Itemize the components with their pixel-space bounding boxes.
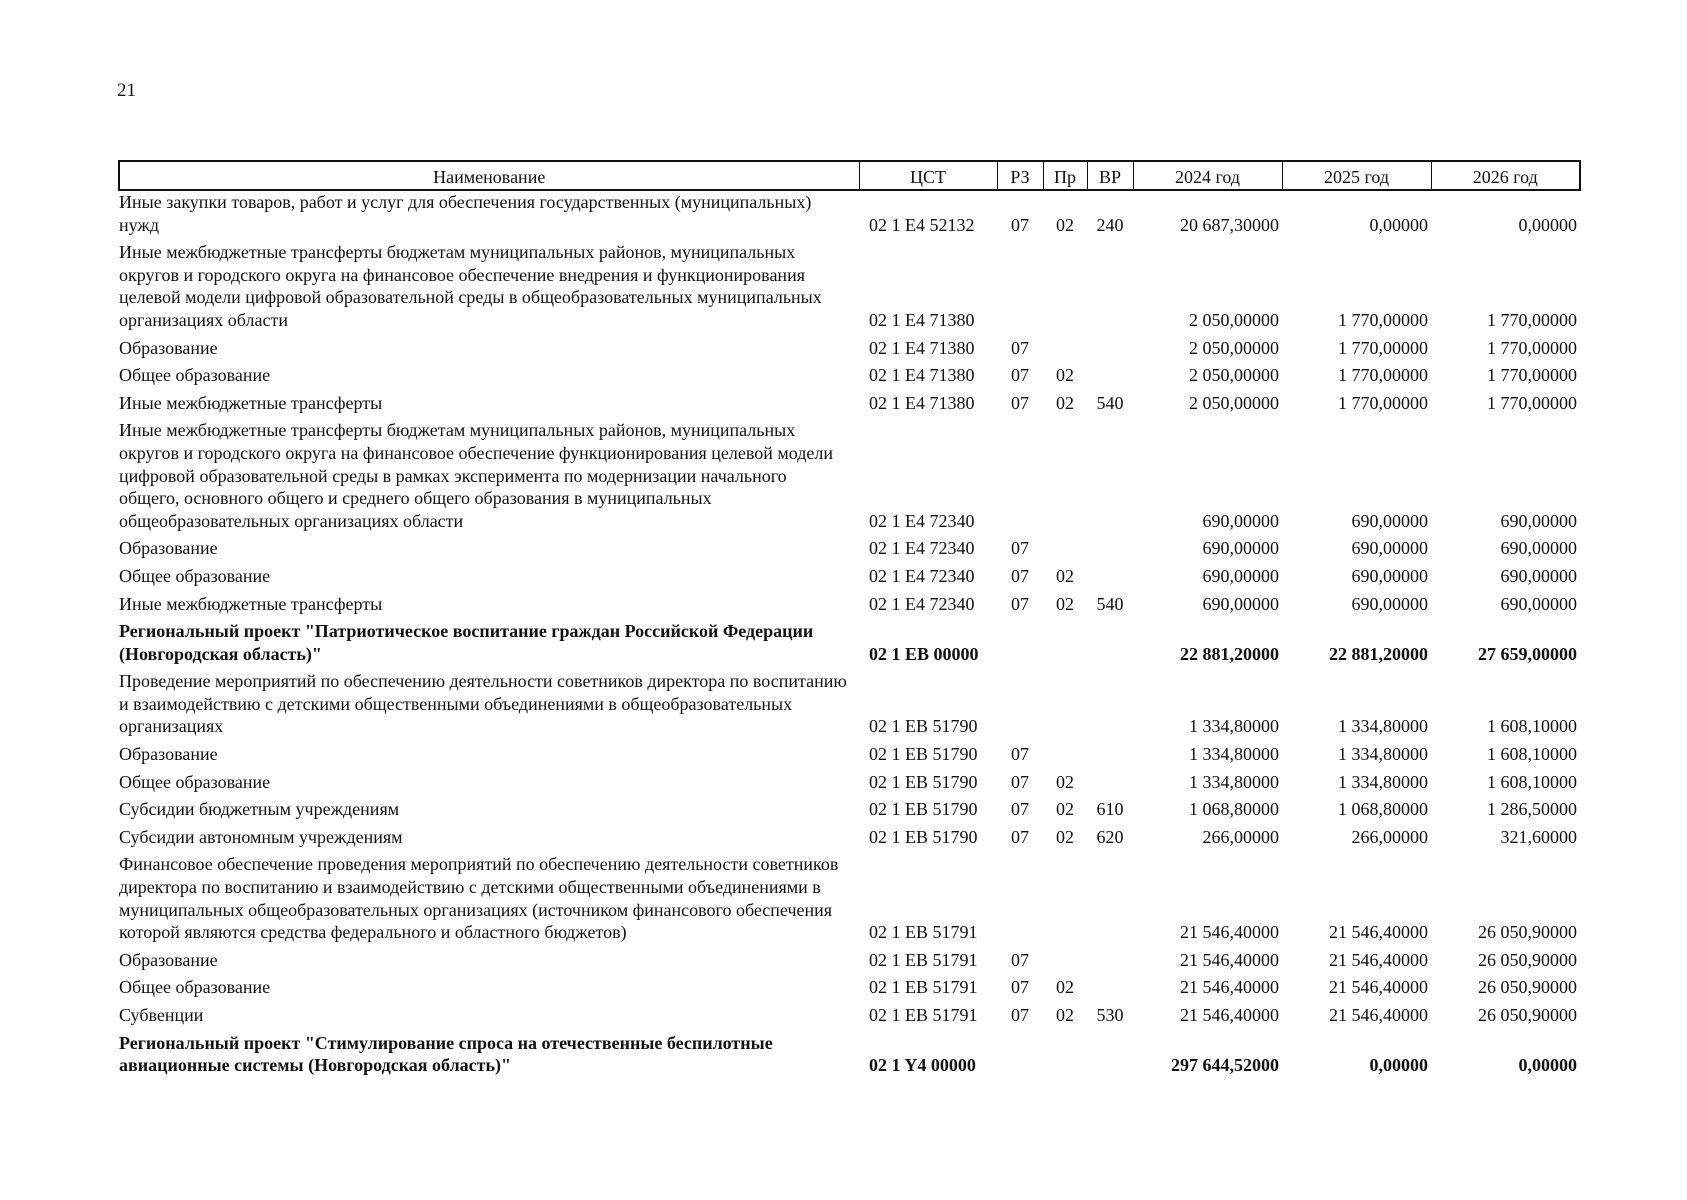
table-row: [119, 853, 1580, 948]
table-row: [119, 826, 1580, 854]
row-cst: 02 1 ЕВ 51790: [869, 826, 978, 847]
row-2024-amount: 1 068,80000: [1189, 799, 1279, 820]
row-2026-amount: 321,60000: [1500, 826, 1577, 847]
row-vr: [1087, 771, 1133, 799]
row-name: Общее образование: [119, 365, 271, 386]
row-pr: 02: [1056, 593, 1074, 614]
row-2026-amount: 1 770,00000: [1487, 365, 1577, 386]
row-rz: [997, 419, 1043, 537]
row-pr: [1043, 337, 1087, 365]
table-row: [119, 392, 1580, 420]
row-2024-amount: 20 687,30000: [1180, 214, 1279, 235]
row-pr: 02: [1056, 1005, 1074, 1025]
row-pr: 02: [1056, 565, 1074, 586]
row-2025-amount: 690,00000: [1351, 538, 1428, 559]
table-row: [119, 593, 1580, 621]
row-cst: 02 1 Y4 00000: [869, 1055, 976, 1076]
row-vr: 540: [1096, 392, 1124, 413]
row-2026-amount: 26 050,90000: [1478, 949, 1577, 970]
row-pr: 02: [1056, 977, 1074, 998]
row-pr: [1043, 670, 1087, 743]
row-vr: [1087, 364, 1133, 392]
row-2024-amount: 21 546,40000: [1180, 922, 1279, 943]
row-vr: [1087, 976, 1133, 1004]
row-pr: [1043, 537, 1087, 565]
row-pr: 02: [1056, 771, 1074, 792]
row-name: Иные закупки товаров, работ и услуг для обеспечения государственных (муниципальных) нужд: [119, 192, 812, 235]
row-name: Общее образование: [119, 565, 271, 586]
row-name: Региональный проект "Стимулирование спроса на отечественные беспилотные авиационные системы (Новгородская область)": [119, 1032, 773, 1076]
table-row: [119, 949, 1580, 977]
header-name: Наименование: [119, 161, 859, 190]
row-2025-amount: 1 770,00000: [1338, 365, 1428, 386]
row-cst: 02 1 Е4 72340: [869, 510, 975, 531]
row-rz: [997, 241, 1043, 336]
table-row: [119, 743, 1580, 771]
table-row: [119, 798, 1580, 826]
row-2024-amount: 690,00000: [1202, 593, 1279, 614]
row-cst: 02 1 Е4 71380: [869, 309, 975, 330]
header-2024: 2024 год: [1133, 161, 1282, 190]
row-vr: [1087, 337, 1133, 365]
row-2025-amount: 266,00000: [1351, 826, 1428, 847]
row-2024-amount: 2 050,00000: [1189, 337, 1279, 358]
budget-table: [118, 160, 1581, 1082]
row-cst: 02 1 ЕВ 51790: [869, 771, 978, 792]
table-row: [119, 419, 1580, 537]
row-2026-amount: 27 659,00000: [1478, 643, 1577, 664]
row-2025-amount: 21 546,40000: [1329, 949, 1428, 970]
row-2024-amount: 297 644,52000: [1171, 1055, 1279, 1076]
row-2025-amount: 1 068,80000: [1338, 799, 1428, 820]
row-vr: 240: [1096, 214, 1124, 235]
row-pr: [1043, 743, 1087, 771]
table-header: [119, 161, 1580, 190]
row-vr: [1087, 1032, 1133, 1082]
table-row: [119, 190, 1580, 241]
row-name: Иные межбюджетные трансферты: [119, 392, 383, 413]
row-pr: 02: [1056, 392, 1074, 413]
page-number: 21: [117, 80, 136, 101]
row-2024-amount: 21 546,40000: [1180, 977, 1279, 998]
row-rz: 07: [1011, 744, 1029, 765]
row-name: Образование: [119, 949, 218, 970]
row-2024-amount: 2 050,00000: [1189, 365, 1279, 386]
row-pr: 02: [1056, 365, 1074, 386]
row-cst: 02 1 ЕВ 51790: [869, 716, 978, 737]
row-name: Образование: [119, 538, 218, 559]
row-2025-amount: 690,00000: [1351, 593, 1428, 614]
row-rz: 07: [1011, 1005, 1029, 1025]
table-row: [119, 1032, 1580, 1082]
row-name: Образование: [119, 744, 218, 765]
row-rz: [997, 620, 1043, 670]
row-rz: 07: [1011, 337, 1029, 358]
row-2024-amount: 1 334,80000: [1189, 771, 1279, 792]
row-rz: 07: [1011, 799, 1029, 820]
row-rz: [997, 1032, 1043, 1082]
row-cst: 02 1 Е4 71380: [869, 365, 975, 386]
header-rz: РЗ: [997, 161, 1043, 190]
row-name: Иные межбюджетные трансферты: [119, 593, 383, 614]
row-2025-amount: 21 546,40000: [1329, 1005, 1428, 1025]
row-2025-amount: 1 334,80000: [1338, 771, 1428, 792]
row-pr: 02: [1056, 826, 1074, 847]
row-2025-amount: 1 770,00000: [1338, 309, 1428, 330]
row-2026-amount: 1 608,10000: [1487, 771, 1577, 792]
row-name: Образование: [119, 337, 218, 358]
header-pr: Пр: [1043, 161, 1087, 190]
row-pr: [1043, 419, 1087, 537]
row-cst: 02 1 Е4 71380: [869, 337, 975, 358]
row-2024-amount: 2 050,00000: [1189, 309, 1279, 330]
row-2024-amount: 690,00000: [1202, 565, 1279, 586]
row-rz: 07: [1011, 538, 1029, 559]
row-vr: 610: [1096, 799, 1124, 820]
row-pr: [1043, 620, 1087, 670]
row-2024-amount: 2 050,00000: [1189, 392, 1279, 413]
header-2026: 2026 год: [1431, 161, 1580, 190]
row-cst: 02 1 Е4 72340: [869, 538, 975, 559]
row-vr: 540: [1096, 593, 1124, 614]
row-rz: 07: [1011, 593, 1029, 614]
row-2025-amount: 0,00000: [1369, 214, 1428, 235]
table-row: [119, 337, 1580, 365]
row-rz: 07: [1011, 365, 1029, 386]
row-2025-amount: 690,00000: [1351, 510, 1428, 531]
row-name: Иные межбюджетные трансферты бюджетам муниципальных районов, муниципальных округов и городского округа на финансовое обеспечение функционирования целевой модели цифровой образовательной среды в рамках эксперимента по модернизации начального общего, основного общего и среднего общего образования в муниципальных общеобразовательных организациях области: [119, 420, 834, 531]
header-cst: ЦСТ: [859, 161, 997, 190]
table-row: [119, 670, 1580, 743]
row-pr: [1043, 853, 1087, 948]
row-2026-amount: 690,00000: [1500, 538, 1577, 559]
row-rz: [997, 670, 1043, 743]
table-body: [119, 190, 1580, 1082]
row-cst: 02 1 ЕВ 51791: [869, 949, 978, 970]
table-row: [119, 241, 1580, 336]
row-2026-amount: 0,00000: [1518, 214, 1577, 235]
row-vr: [1087, 565, 1133, 593]
row-name: Субсидии бюджетным учреждениям: [119, 799, 400, 820]
row-2025-amount: 1 334,80000: [1338, 716, 1428, 737]
table-row: [119, 1004, 1580, 1032]
row-pr: 02: [1056, 799, 1074, 820]
table-row: [119, 537, 1580, 565]
row-name: Финансовое обеспечение проведения мероприятий по обеспечению деятельности советников директора по воспитанию и взаимодействию с детскими общественными объединениями в муниципальных общеобразовательных организациях (источником финансового обеспечения которой являются средства федерального и областного бюджетов): [119, 854, 839, 943]
table-row: [119, 976, 1580, 1004]
row-cst: 02 1 ЕВ 51791: [869, 1005, 978, 1025]
row-pr: [1043, 1032, 1087, 1082]
header-2025: 2025 год: [1282, 161, 1431, 190]
row-2025-amount: 22 881,20000: [1329, 643, 1428, 664]
row-rz: 07: [1011, 565, 1029, 586]
table-row: [119, 771, 1580, 799]
row-2025-amount: 1 770,00000: [1338, 392, 1428, 413]
row-pr: 02: [1056, 214, 1074, 235]
row-name: Субсидии автономным учреждениям: [119, 826, 403, 847]
row-2024-amount: 690,00000: [1202, 510, 1279, 531]
row-2024-amount: 1 334,80000: [1189, 744, 1279, 765]
row-2026-amount: 690,00000: [1500, 565, 1577, 586]
table-row: [119, 364, 1580, 392]
row-cst: 02 1 ЕВ 51791: [869, 977, 978, 998]
row-cst: 02 1 ЕВ 51791: [869, 922, 978, 943]
row-rz: 07: [1011, 214, 1029, 235]
row-name: Региональный проект "Патриотическое воспитание граждан Российской Федерации (Новгородская область)": [119, 621, 814, 664]
row-pr: [1043, 241, 1087, 336]
row-2024-amount: 21 546,40000: [1180, 1005, 1279, 1025]
row-vr: [1087, 620, 1133, 670]
row-2025-amount: 690,00000: [1351, 565, 1428, 586]
row-vr: [1087, 241, 1133, 336]
row-2026-amount: 1 770,00000: [1487, 309, 1577, 330]
row-name: Общее образование: [119, 771, 271, 792]
row-2026-amount: 1 608,10000: [1487, 744, 1577, 765]
row-2026-amount: 1 608,10000: [1487, 716, 1577, 737]
row-vr: [1087, 537, 1133, 565]
row-pr: [1043, 949, 1087, 977]
row-cst: 02 1 Е4 52132: [869, 214, 975, 235]
row-rz: 07: [1011, 949, 1029, 970]
row-2026-amount: 26 050,90000: [1478, 922, 1577, 943]
row-cst: 02 1 ЕВ 51790: [869, 799, 978, 820]
row-vr: [1087, 853, 1133, 948]
row-name: Общее образование: [119, 977, 271, 998]
row-rz: 07: [1011, 977, 1029, 998]
row-vr: 530: [1096, 1005, 1124, 1025]
row-2026-amount: 26 050,90000: [1478, 977, 1577, 998]
row-2025-amount: 1 770,00000: [1338, 337, 1428, 358]
row-2024-amount: 21 546,40000: [1180, 949, 1279, 970]
row-vr: 620: [1096, 826, 1124, 847]
table-row: [119, 565, 1580, 593]
row-2026-amount: 1 770,00000: [1487, 392, 1577, 413]
row-2025-amount: 1 334,80000: [1338, 744, 1428, 765]
row-2026-amount: 1 770,00000: [1487, 337, 1577, 358]
row-rz: [997, 853, 1043, 948]
row-vr: [1087, 670, 1133, 743]
row-2026-amount: 1 286,50000: [1487, 799, 1577, 820]
row-2024-amount: 1 334,80000: [1189, 716, 1279, 737]
header-vr: ВР: [1087, 161, 1133, 190]
row-2026-amount: 0,00000: [1518, 1055, 1577, 1076]
row-2026-amount: 690,00000: [1500, 510, 1577, 531]
row-cst: 02 1 Е4 72340: [869, 565, 975, 586]
row-2025-amount: 21 546,40000: [1329, 922, 1428, 943]
row-2025-amount: 0,00000: [1369, 1055, 1428, 1076]
row-cst: 02 1 Е4 71380: [869, 392, 975, 413]
row-2024-amount: 266,00000: [1202, 826, 1279, 847]
row-2026-amount: 690,00000: [1500, 593, 1577, 614]
row-name: Субвенции: [119, 1005, 204, 1025]
row-vr: [1087, 743, 1133, 771]
row-vr: [1087, 949, 1133, 977]
row-vr: [1087, 419, 1133, 537]
row-rz: 07: [1011, 826, 1029, 847]
row-2026-amount: 26 050,90000: [1478, 1005, 1577, 1025]
table-row: [119, 620, 1580, 670]
row-name: Проведение мероприятий по обеспечению деятельности советников директора по воспитанию и взаимодействию с детскими общественными объединениями в общеобразовательных организациях: [119, 671, 847, 737]
row-2024-amount: 690,00000: [1202, 538, 1279, 559]
row-cst: 02 1 Е4 72340: [869, 593, 975, 614]
row-2025-amount: 21 546,40000: [1329, 977, 1428, 998]
row-cst: 02 1 ЕВ 51790: [869, 744, 978, 765]
row-cst: 02 1 ЕВ 00000: [869, 643, 979, 664]
row-rz: 07: [1011, 771, 1029, 792]
row-2024-amount: 22 881,20000: [1180, 643, 1279, 664]
row-rz: 07: [1011, 392, 1029, 413]
row-name: Иные межбюджетные трансферты бюджетам муниципальных районов, муниципальных округов и городского округа на финансовое обеспечение внедрения и функционирования целевой модели цифровой образовательной среды в общеобразовательных муниципальных организациях области: [119, 242, 822, 330]
